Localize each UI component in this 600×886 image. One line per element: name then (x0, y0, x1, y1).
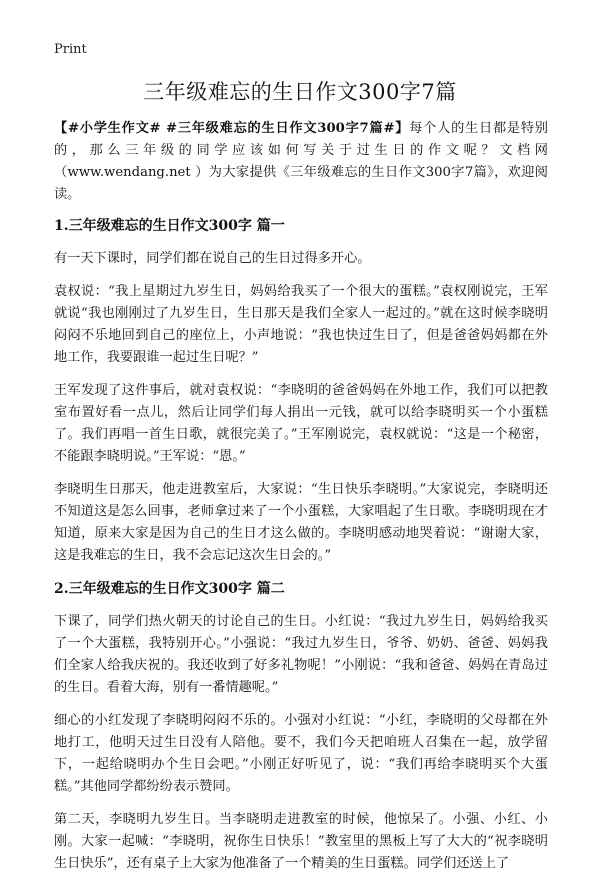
section-2-paragraph: 第二天，李晓明九岁生日。当李晓明走进教室的时候，他惊呆了。小强、小红、小刚。大家一起喊：“李晓明，祝你生日快乐！”教室里的黑板上写了大大的“祝李晓明生日快乐”，还有桌子上大家为他准备了一个精美的生日蛋糕。同学们还送上了 (54, 812, 548, 871)
intro-text: 每个人的生日都是特别的，那么三年级的同学应该如何写关于过生日的作文呢？文档网（www.wendang.net ）为大家提供《三年级难忘的生日作文300字7篇》，欢迎阅读。 (54, 121, 548, 202)
section-1-paragraph: 李晓明生日那天，他走进教室后，大家说：“生日快乐李晓明。”大家说完，李晓明还不知道这是怎么回事，老师拿过来了一个小蛋糕，大家唱起了生日歌。李晓明现在才知道，原来大家是因为自己的生日才这么做的。李晓明感动地哭着说：“谢谢大家，这是我难忘的生日，我不会忘记这次生日会的。” (54, 482, 548, 563)
print-link[interactable]: Print (54, 42, 87, 57)
section-1-paragraph: 王军发现了这件事后，就对袁权说：“李晓明的爸爸妈妈在外地工作，我们可以把教室布置好看一点儿，然后让同学们每人捐出一元钱，就可以给李晓明买一个小蛋糕了。我们再唱一首生日歌，就很完美了。”王军刚说完，袁权就说：“这是一个秘密，不能跟李晓明说。”王军说：“恩。” (54, 383, 548, 464)
section-1-paragraph: 有一天下课时，同学们都在说自己的生日过得多开心。 (54, 251, 371, 266)
section-1-paragraph: 袁权说：“我上星期过九岁生日，妈妈给我买了一个很大的蛋糕。”袁权刚说完，王军就说“我也刚刚过了九岁生日，生日那天是我们全家人一起过的。”就在这时候李晓明闷闷不乐地回到自己的座位上，小声地说：“我也快过生日了，但是爸爸妈妈都在外地工作，我要跟谁一起过生日呢？” (54, 284, 548, 365)
section-2-paragraph: 细心的小红发现了李晓明闷闷不乐的。小强对小红说：“小红，李晓明的父母都在外地打工，他明天过生日没有人陪他。要不，我们今天把咱班人召集在一起，放学留下，一起给晓明办个生日会吧。”小刚正好听见了，说：“我们再给李晓明买个大蛋糕。”其他同学都纷纷表示赞同。 (54, 713, 548, 794)
article-body (54, 118, 548, 886)
section-heading-1: 1.三年级难忘的生日作文300字 篇一 (54, 218, 285, 234)
intro-tags: 【#小学生作文# #三年级难忘的生日作文300字7篇#】 (54, 121, 410, 136)
section-heading-2: 2.三年级难忘的生日作文300字 篇二 (54, 581, 285, 597)
section-2-paragraph: 下课了，同学们热火朝天的讨论自己的生日。小红说：“我过九岁生日，妈妈给我买了一个大蛋糕，我特别开心。”小强说：“我过九岁生日，爷爷、奶奶、爸爸、妈妈我们全家人给我庆祝的。我还收到了好多礼物呢！”小刚说：“我和爸爸、妈妈在青岛过的生日。看着大海，别有一番情趣呢。” (54, 614, 548, 695)
intro-paragraph (54, 118, 548, 206)
page-title: 三年级难忘的生日作文300字7篇 (143, 80, 457, 104)
